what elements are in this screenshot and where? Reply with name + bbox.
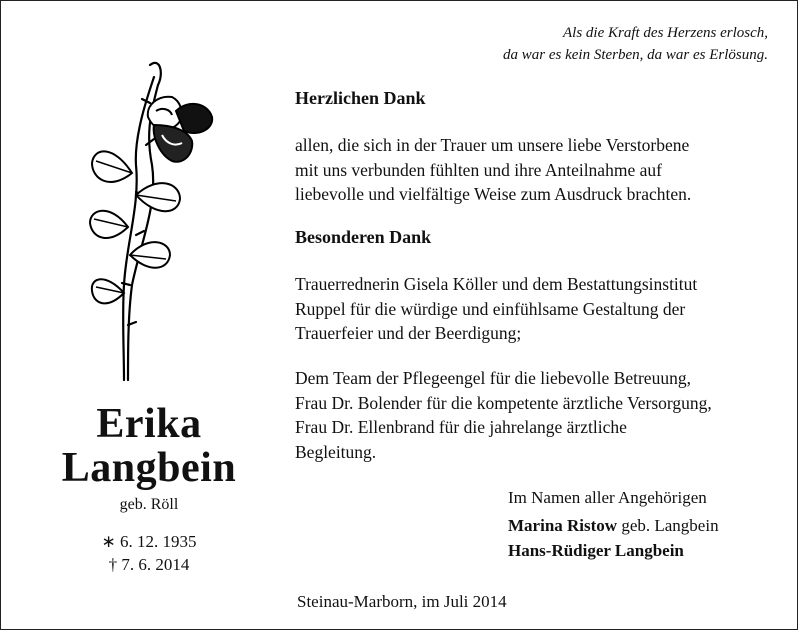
- paragraph-thanks: [295, 133, 691, 207]
- heading-besonderen-dank: Besonderen Dank: [295, 227, 432, 247]
- death-date: † 7. 6. 2014: [108, 555, 190, 574]
- text-line: Frau Dr. Ellenbrand für die jahrelange ärztliche: [295, 417, 627, 438]
- text-line: liebevolle und vielfältige Weise zum Ausdruck brachten.: [295, 184, 692, 205]
- heading-herzlichen-dank: Herzlichen Dank: [295, 88, 426, 108]
- signature-name-1: [508, 516, 719, 536]
- motto-line-2: da war es kein Sterben, da war es Erlösung.: [503, 47, 768, 63]
- signature-name-2: Hans-Rüdiger Langbein: [508, 541, 684, 560]
- paragraph-care-thanks: [295, 366, 712, 464]
- signer-birth-name: geb. Langbein: [617, 516, 719, 535]
- deceased-last-name: Langbein: [61, 445, 237, 491]
- place-date: Steinau-Marborn, im Juli 2014: [297, 592, 507, 611]
- rose-drawing-icon: [88, 55, 228, 385]
- text-line: Frau Dr. Bolender für die kompetente ärztliche Versorgung,: [295, 392, 712, 413]
- text-line: Ruppel für die würdige und einfühlsame Gestaltung der: [295, 298, 686, 319]
- text-line: Dem Team der Pflegeengel für die liebevolle Betreuung,: [295, 368, 691, 388]
- deceased-first-name: Erika: [96, 401, 202, 447]
- paragraph-special-thanks: [295, 272, 697, 346]
- text-line: Begleitung.: [295, 441, 377, 462]
- text-line: Trauerfeier und der Beerdigung;: [295, 323, 522, 344]
- birth-date: ∗ 6. 12. 1935: [101, 532, 197, 551]
- motto-line-1: Als die Kraft des Herzens erlosch,: [563, 25, 768, 41]
- text-line: Trauerrednerin Gisela Köller und dem Bestattungsinstitut: [295, 274, 698, 294]
- text-line: allen, die sich in der Trauer um unsere liebe Verstorbene: [295, 135, 690, 155]
- text-line: mit uns verbunden fühlten und ihre Anteilnahme auf: [295, 159, 662, 180]
- signer-name: Marina Ristow: [508, 516, 618, 535]
- motto: [503, 22, 768, 66]
- signature-intro: Im Namen aller Angehörigen: [508, 488, 707, 507]
- birth-name: geb. Röll: [119, 496, 179, 513]
